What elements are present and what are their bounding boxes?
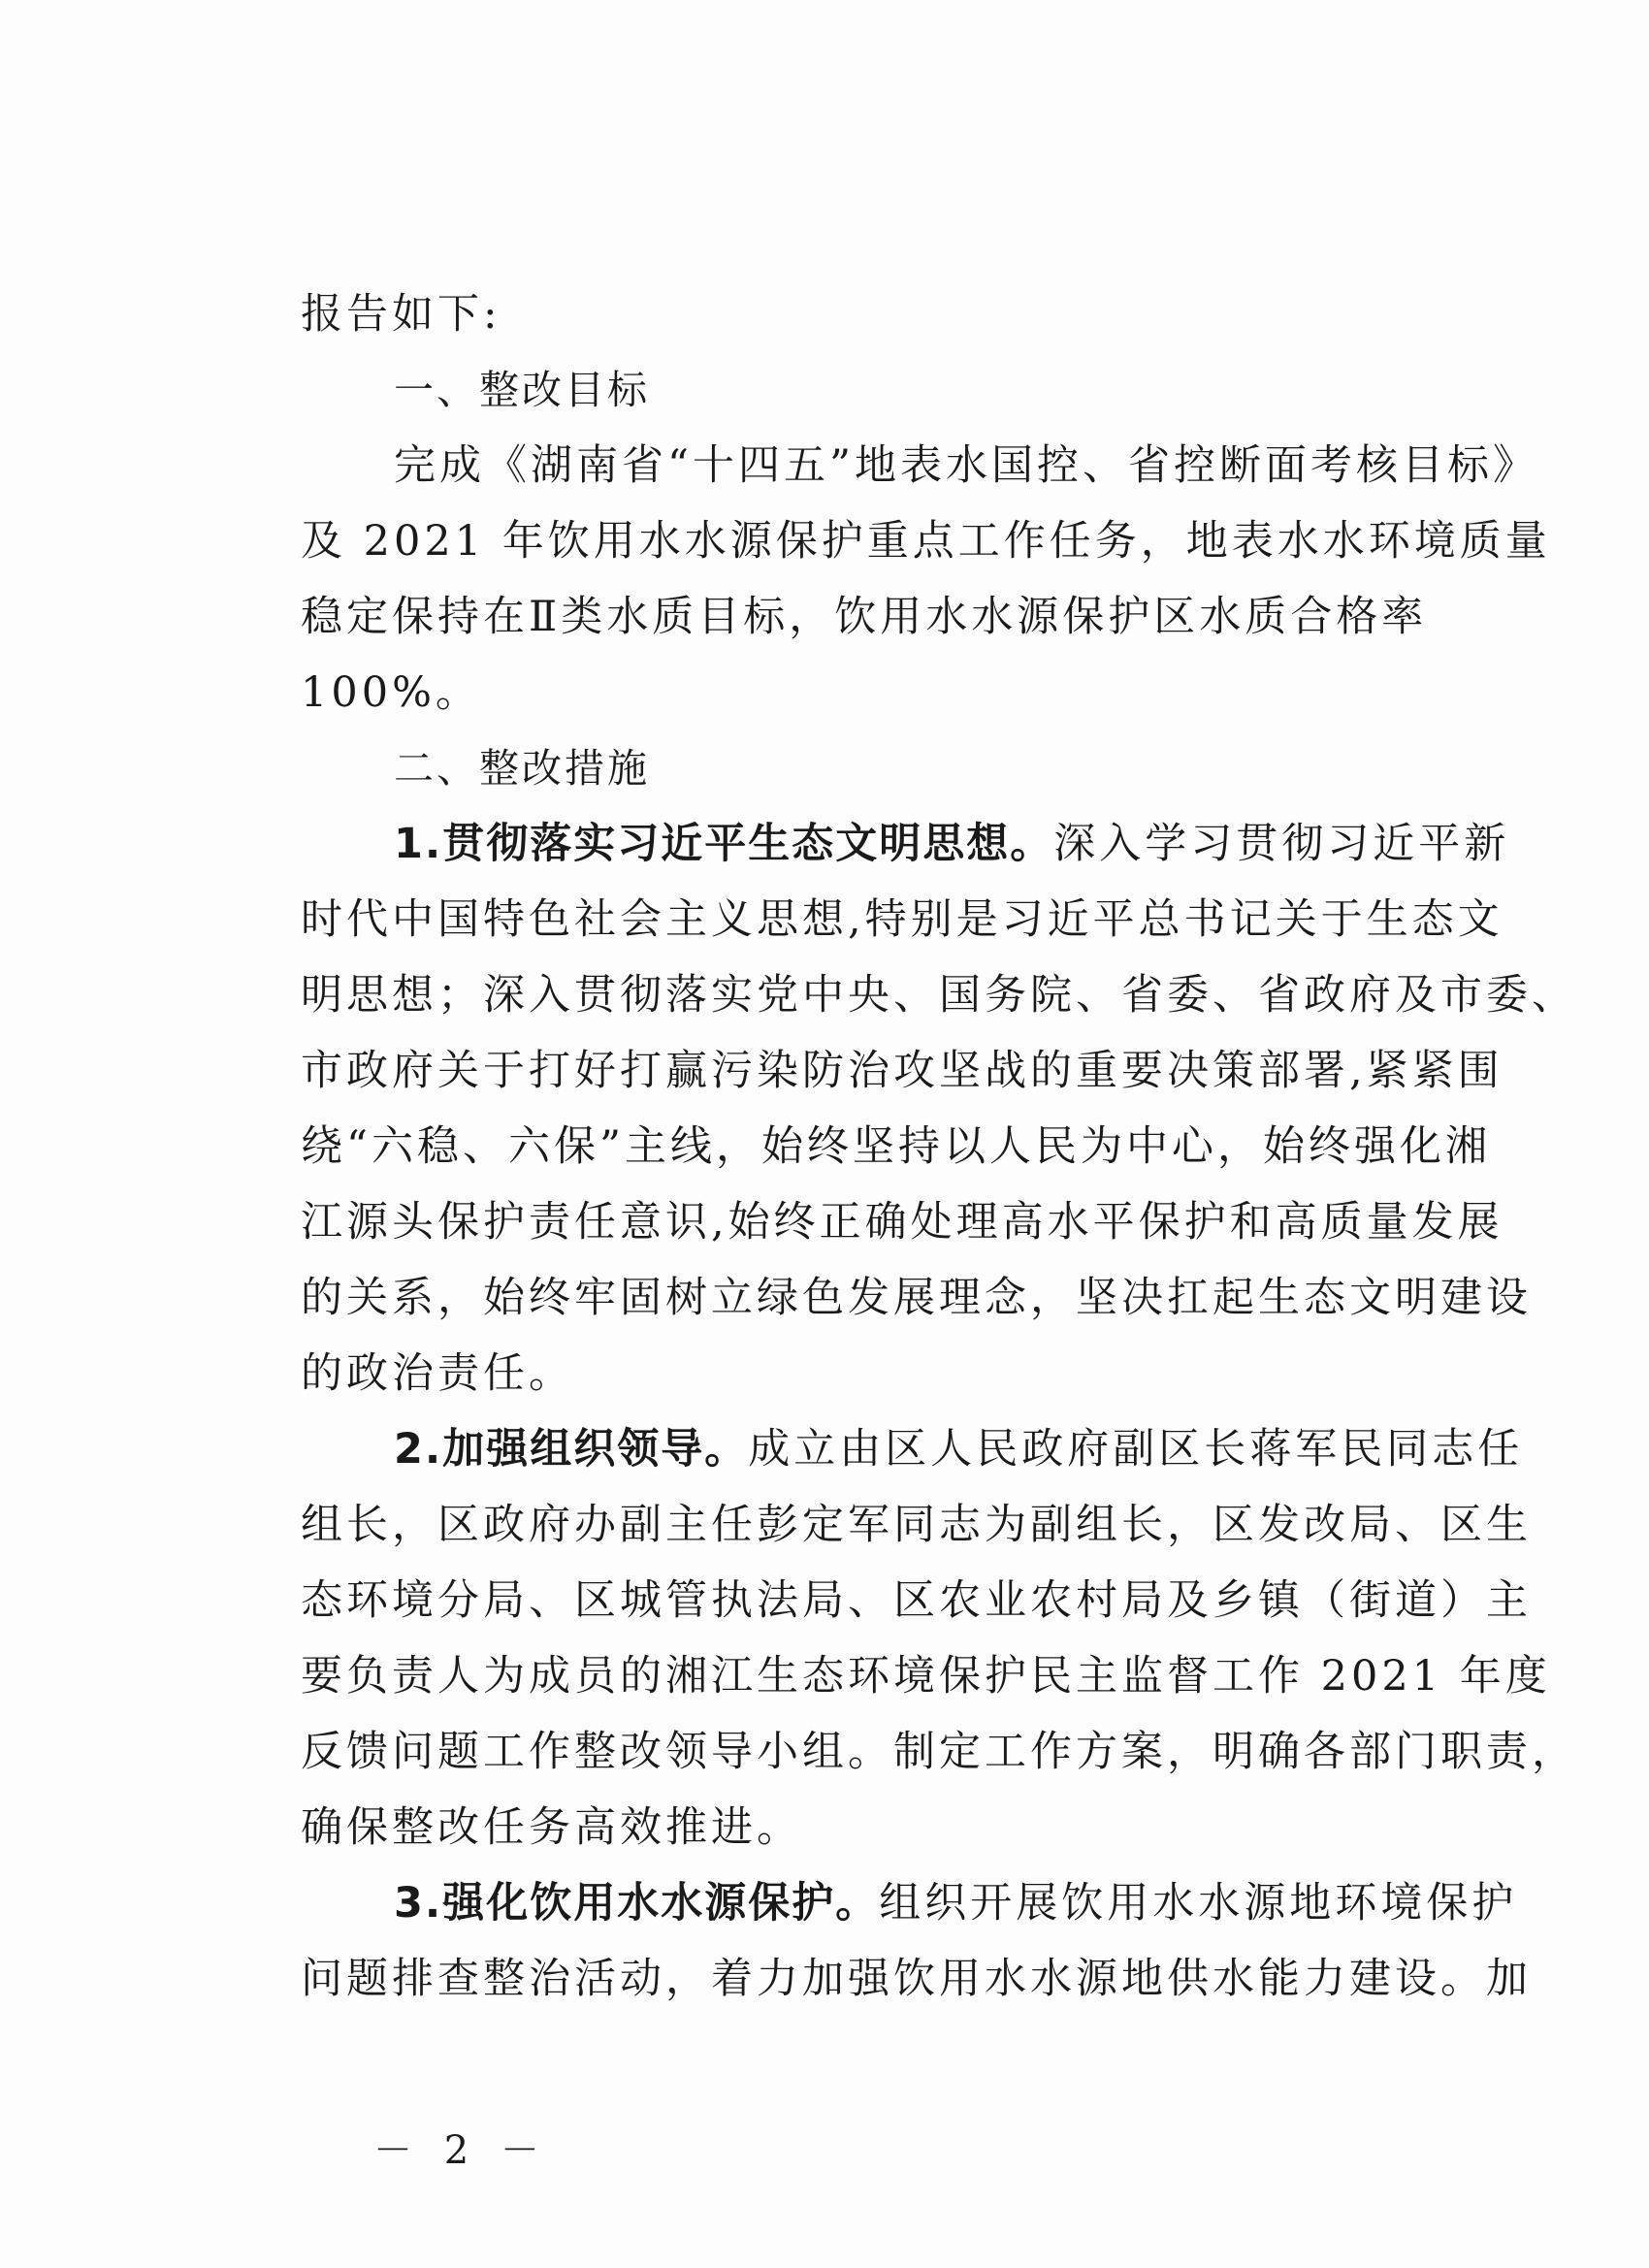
paragraph-first-line [301,806,1510,882]
text-line: 时代中国特色社会主义思想,特别是习近平总书记关于生态文 [301,895,1504,944]
text-line: 的关系，始终牢固树立绿色发展理念，坚决扛起生态文明建设 [301,1274,1532,1322]
text-line: 明思想；深入贯彻落实党中央、国务院、省委、省政府及市委、 [301,971,1577,1020]
text-line: 稳定保持在Ⅱ类水质目标，饮用水水源保护区水质合格率 [301,593,1428,641]
text-line: 江源头保护责任意识,始终正确处理高水平保护和高质量发展 [301,1198,1504,1247]
text-line: 市政府关于打好打赢污染防治攻坚战的重要决策部署,紧紧围 [301,1047,1504,1095]
text-line: 及 2021 年饮用水水源保护重点工作任务，地表水水环境质量 [301,517,1551,566]
section-heading-goals: 一、整改目标 [394,367,650,413]
item-3-title: 3.强化饮用水水源保护。 [394,1879,880,1928]
text-line: 100%。 [301,668,481,717]
text-line: 态环境分局、区城管执法局、区农业农村局及乡镇（街道）主 [301,1576,1532,1625]
text-line: 确保整改任务高效推进。 [301,1803,802,1852]
text-line: 反馈问题工作整改领导小组。制定工作方案，明确各部门职责， [301,1728,1577,1776]
document-body [301,276,1577,2017]
item-1-title: 1.贯彻落实习近平生态文明思想。 [394,820,1054,868]
text-line: 的政治责任。 [301,1349,574,1398]
section-heading-measures: 二、整改措施 [394,745,650,792]
page-number: － 2 － [373,2128,549,2173]
item-2-text: 成立由区人民政府副区长蒋军民同志任 [748,1425,1524,1474]
paragraph-first-line [301,1865,1518,1941]
item-2-title: 2.加强组织领导。 [394,1425,749,1474]
text-line: 完成《湖南省“十四五”地表水国控、省控断面考核目标》 [394,441,1538,490]
text-line: 要负责人为成员的湘江生态环境保护民主监督工作 2021 年度 [301,1652,1551,1701]
item-1-text: 深入学习贯彻习近平新 [1053,820,1510,868]
item-3-text: 组织开展饮用水水源地环境保护 [879,1879,1518,1928]
text-line: 问题排查整治活动，着力加强饮用水水源地供水能力建设。加 [301,1955,1532,2003]
paragraph-first-line [301,1411,1524,1487]
text-line: 报告如下: [301,290,501,339]
text-line: 组长，区政府办副主任彭定军同志为副组长，区发改局、区生 [301,1501,1532,1549]
text-line: 绕“六稳、六保”主线，始终坚持以人民为中心，始终强化湘 [301,1122,1491,1171]
